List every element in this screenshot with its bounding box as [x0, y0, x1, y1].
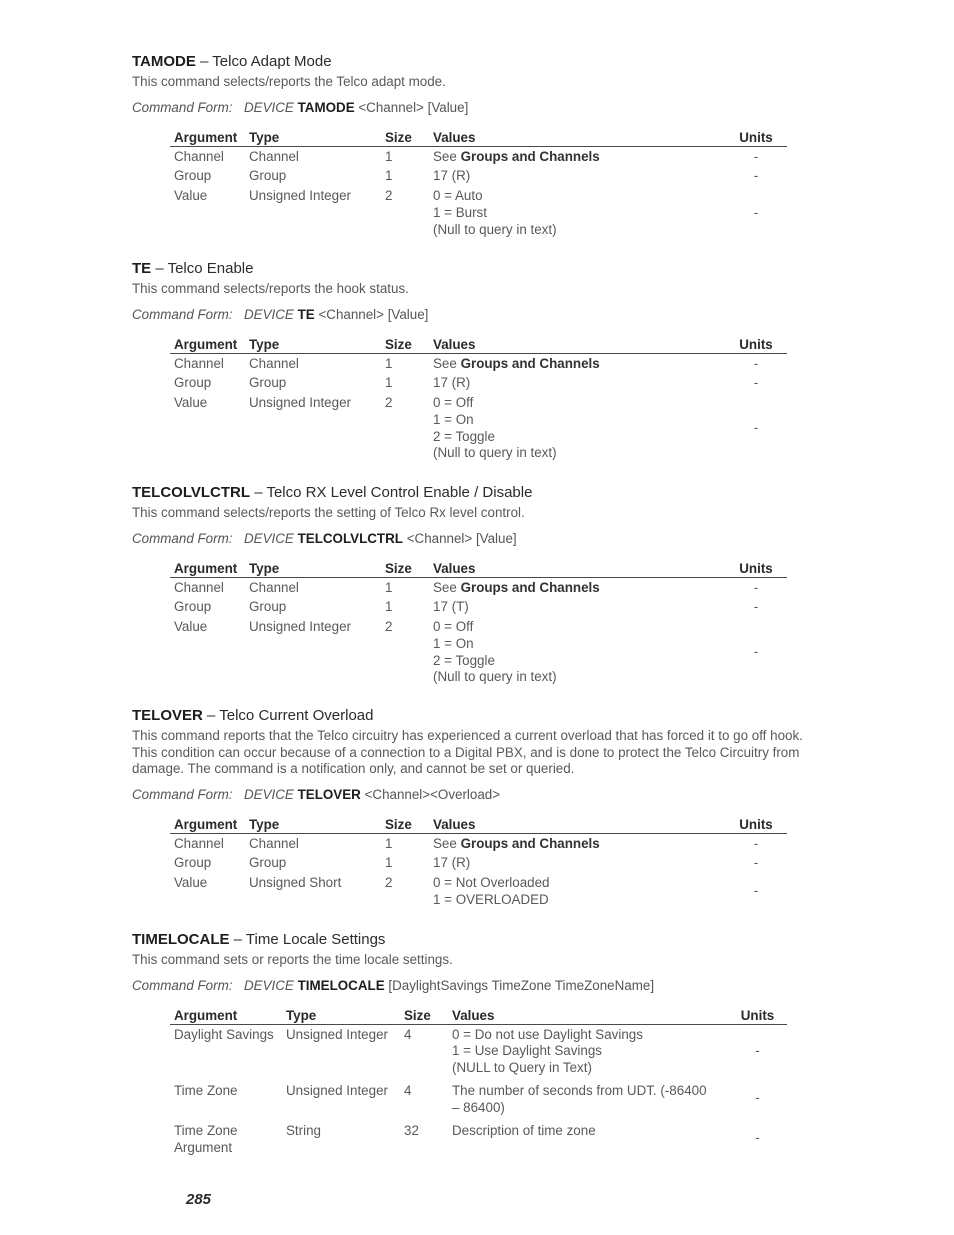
section-title: TAMODE – Telco Adapt Mode [132, 53, 332, 70]
table-header-row: Argument Type Size Values Units [170, 1008, 787, 1025]
header-argument: Argument [170, 130, 245, 147]
table-row: Time Zone Argument String 32 Description of time zone - [174, 1123, 760, 1156]
section-timelocale [132, 931, 832, 1159]
command-form: Command Form: DEVICE TELOVER <Channel><Overload> [132, 786, 501, 802]
table-row: Channel Channel 1 See Groups and Channels - [174, 148, 759, 164]
table-row: Group Group 1 17 (R) - [174, 375, 759, 391]
section-telover [132, 707, 832, 910]
argument-table [170, 817, 787, 911]
table-row: Channel Channel 1 See Groups and Channels - [174, 835, 759, 851]
header-type: Type [245, 130, 381, 147]
section-description: This command selects/reports the setting of Telco Rx level control. [132, 505, 525, 520]
argument-table [170, 561, 787, 688]
argument-table [170, 1008, 787, 1159]
table-row: Group Group 1 17 (R) - [174, 855, 759, 871]
header-values: Values [429, 130, 721, 147]
section-description: This command selects/reports the Telco adapt mode. [132, 74, 446, 89]
table-row: Value Unsigned Integer 2 0 = Off 1 = On 2 = Toggle (Null to query in text) - [174, 619, 759, 685]
table-header-row: Argument Type Size Values Units [170, 561, 787, 578]
section-telcolvlctrl [132, 484, 832, 688]
page-number: 285 [186, 1191, 212, 1208]
table-row: Channel Channel 1 See Groups and Channels - [174, 579, 759, 595]
section-title: TE – Telco Enable [132, 260, 254, 277]
section-title: TIMELOCALE – Time Locale Settings [132, 931, 386, 948]
section-title: TELCOLVLCTRL – Telco RX Level Control Enable / Disable [132, 484, 533, 501]
table-row: Daylight Savings Unsigned Integer 4 0 = Do not use Daylight Savings 1 = Use Daylight Savings (NULL to Query in Text) - [174, 1026, 760, 1076]
header-units: Units [721, 130, 787, 147]
table-row: Channel Channel 1 See Groups and Channels - [174, 355, 759, 371]
table-header-row: Argument Type Size Values Units [170, 337, 787, 354]
table-row: Value Unsigned Integer 2 0 = Off 1 = On 2 = Toggle (Null to query in text) - [174, 395, 759, 461]
table-row: Group Group 1 17 (R) - [174, 168, 759, 184]
section-te [132, 260, 832, 464]
table-row: Group Group 1 17 (T) - [174, 599, 759, 615]
table-row: Value Unsigned Integer 2 0 = Auto 1 = Burst (Null to query in text) - [174, 188, 759, 237]
command-form: Command Form: DEVICE TE <Channel> [Value] [132, 306, 429, 322]
command-form: Command Form: DEVICE TAMODE <Channel> [Value] [132, 99, 469, 115]
section-description: This command selects/reports the hook status. [132, 281, 409, 296]
command-form: Command Form: DEVICE TELCOLVLCTRL <Channel> [Value] [132, 530, 517, 546]
argument-table [170, 337, 787, 464]
groups-channels-link: Groups and Channels [460, 579, 600, 595]
header-size: Size [381, 130, 429, 147]
section-title: TELOVER – Telco Current Overload [132, 707, 374, 724]
table-row: Time Zone Unsigned Integer 4 The number of seconds from UDT. (-86400 – 86400) - [174, 1083, 760, 1116]
groups-channels-link: Groups and Channels [460, 148, 600, 164]
groups-channels-link: Groups and Channels [460, 355, 600, 371]
section-description: This command reports that the Telco circuitry has experienced a current overload that has forced it to go off hook. This condition can occur because of a connection to a Digital PBX, and is done to protect the Telco Circuitry from damage. The command is a notification only, and cannot be set or queried. [132, 728, 803, 776]
section-tamode [132, 53, 832, 240]
groups-channels-link: Groups and Channels [460, 835, 600, 851]
table-row: Value Unsigned Short 2 0 = Not Overloaded 1 = OVERLOADED - [174, 875, 759, 907]
command-form: Command Form: DEVICE TIMELOCALE [DaylightSavings TimeZone TimeZoneName] [132, 977, 655, 993]
section-description: This command sets or reports the time locale settings. [132, 952, 453, 967]
table-header-row: Argument Type Size Values Units [170, 817, 787, 834]
argument-table [170, 130, 787, 240]
table-header-row [170, 130, 787, 147]
